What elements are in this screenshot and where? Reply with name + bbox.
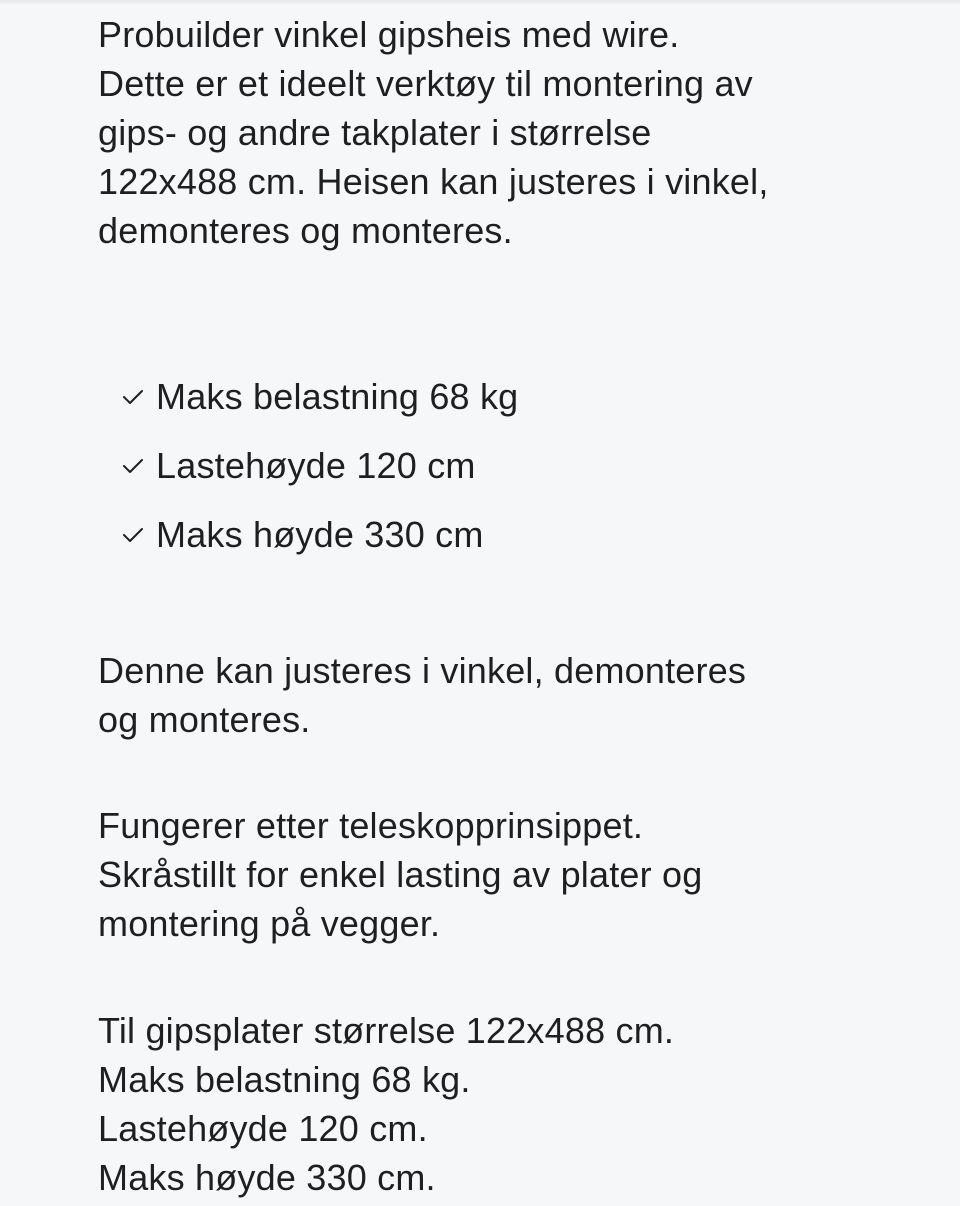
specs-line: Maks høyde 330 cm. bbox=[98, 1157, 436, 1198]
check-icon bbox=[120, 453, 146, 479]
top-edge-shadow bbox=[0, 0, 960, 6]
intro-line: demonteres og monteres. bbox=[98, 210, 513, 251]
check-icon bbox=[120, 384, 146, 410]
check-icon bbox=[120, 522, 146, 548]
feature-item bbox=[120, 372, 898, 421]
specs-line: Lastehøyde 120 cm. bbox=[98, 1108, 428, 1149]
specs-line: Maks belastning 68 kg. bbox=[98, 1059, 471, 1100]
product-description bbox=[98, 10, 898, 1202]
intro-line: gips- og andre takplater i størrelse bbox=[98, 112, 652, 153]
telescope-line: Fungerer etter teleskopprinsippet. bbox=[98, 805, 644, 846]
adjust-line: Denne kan justeres i vinkel, demonteres bbox=[98, 650, 747, 691]
telescope-paragraph bbox=[98, 801, 898, 948]
intro-line: 122x488 cm. Heisen kan justeres i vinkel, bbox=[98, 161, 769, 202]
feature-label: Maks belastning 68 kg bbox=[156, 376, 519, 417]
adjust-line: og monteres. bbox=[98, 699, 311, 740]
intro-line: Probuilder vinkel gipsheis med wire. bbox=[98, 14, 680, 55]
intro-paragraph bbox=[98, 10, 898, 255]
feature-label: Lastehøyde 120 cm bbox=[156, 445, 476, 486]
feature-label: Maks høyde 330 cm bbox=[156, 514, 484, 555]
specs-paragraph bbox=[98, 1006, 898, 1202]
feature-item bbox=[120, 510, 898, 559]
telescope-line: montering på vegger. bbox=[98, 903, 441, 944]
intro-line: Dette er et ideelt verktøy til montering av bbox=[98, 63, 753, 104]
adjust-paragraph bbox=[98, 646, 898, 744]
feature-item bbox=[120, 441, 898, 490]
feature-list bbox=[98, 372, 898, 559]
telescope-line: Skråstillt for enkel lasting av plater og bbox=[98, 854, 703, 895]
specs-line: Til gipsplater størrelse 122x488 cm. bbox=[98, 1010, 675, 1051]
